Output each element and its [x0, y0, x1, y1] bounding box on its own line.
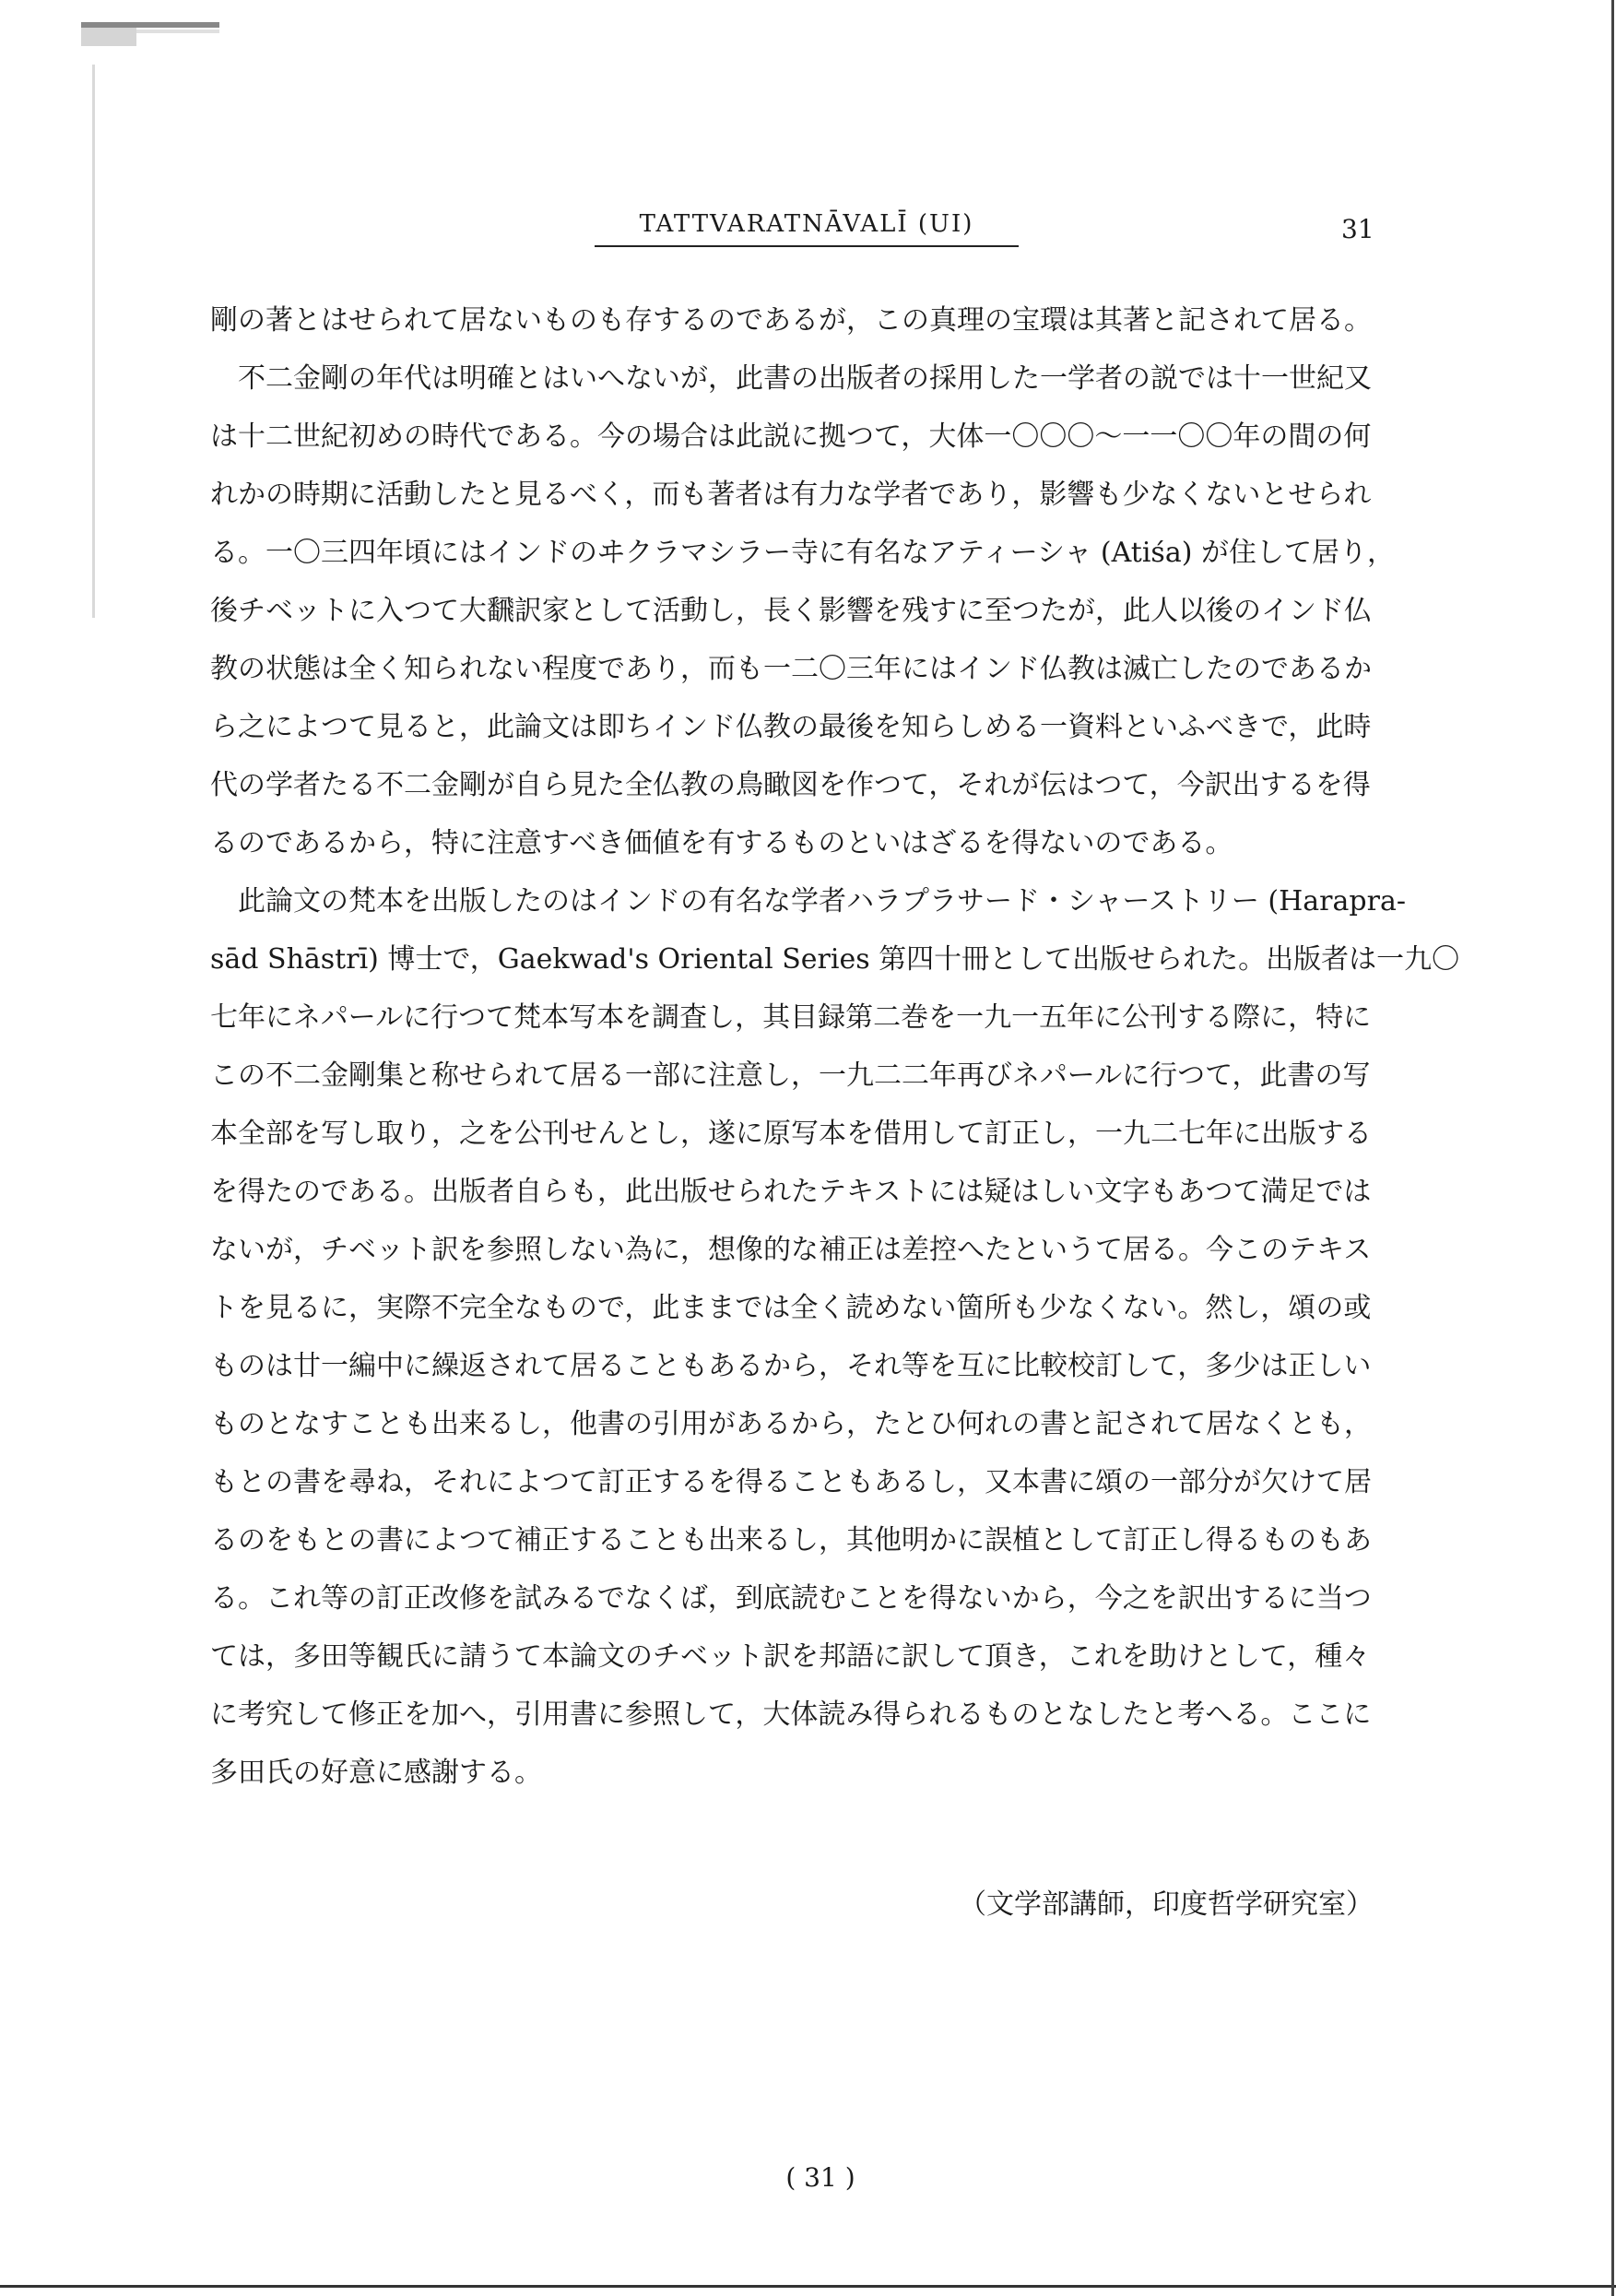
- scan-right-edge: [1611, 0, 1614, 2296]
- body-text: [210, 291, 1460, 1802]
- page-number-top: 31: [1341, 214, 1374, 244]
- text-line: 剛の著とはせられて居ないものも存するのであるが，この真理の宝環は其著と記されて居る。: [210, 304, 1372, 337]
- text-line: ては，多田等観氏に請うて本論文のチベット訳を邦語に訳して頂き，これを助けとして，種々: [210, 1640, 1371, 1673]
- text-line: sād Shāstrī) 博士で，Gaekwad's Oriental Series 第四十冊として出版せられた。出版者は一九〇: [210, 943, 1460, 976]
- text-line: 代の学者たる不二金剛が自ら見た全仏教の鳥瞰図を作つて，それが伝はつて，今訳出するを得: [210, 769, 1371, 801]
- paragraph-2: [210, 349, 1418, 872]
- text-line: 後チベットに入つて大飜訳家として活動し，長く影響を残すに至つたが，此人以後のインド仏: [210, 595, 1372, 627]
- text-line: 多田氏の好意に感謝する。: [210, 1757, 542, 1789]
- text-line: 此論文の梵本を出版したのはインドの有名な学者ハラプラサード・シャーストリー (Harapra-: [238, 885, 1406, 917]
- text-line: 本全部を写し取り，之を公刊せんとし，遂に原写本を借用して訂正し，一九二七年に出版する: [210, 1118, 1372, 1150]
- text-line: ものは廿一編中に繰返されて居ることもあるから，それ等を互に比較校訂して，多少は正しい: [210, 1350, 1372, 1382]
- scan-artifact-corner: [81, 18, 265, 83]
- text-line: を得たのである。出版者自らも，此出版せられたテキストには疑はしい文字もあつて満足では: [210, 1176, 1372, 1208]
- page-number-footer: ( 31 ): [785, 2162, 855, 2193]
- text-line: ないが，チベット訳を参照しない為に，想像的な補正は差控へたというて居る。今このテキス: [210, 1234, 1372, 1266]
- text-line: は十二世紀初めの時代である。今の場合は此説に拠つて，大体一〇〇〇〜一一〇〇年の間の何: [210, 420, 1372, 453]
- text-line: 七年にネパールに行つて梵本写本を調査し，其目録第二巻を一九一五年に公刊する際に，特に: [210, 1001, 1372, 1034]
- text-line: る。これ等の訂正改修を試みるでなくば，到底読むことを得ないから，今之を訳出するに当つ: [210, 1582, 1372, 1615]
- author-affiliation: （文学部講師，印度哲学研究室）: [959, 1888, 1374, 1921]
- text-line: ものとなすことも出来るし，他書の引用があるから，たとひ何れの書と記されて居なくとも，: [210, 1408, 1372, 1440]
- text-line: に考究して修正を加へ，引用書に参照して，大体読み得られるものとなしたと考へる。ここに: [210, 1698, 1372, 1731]
- text-line: ら之によつて見ると，此論文は即ちインド仏教の最後を知らしめる一資料といふべきで，此時: [210, 711, 1372, 743]
- text-line: るのであるから，特に注意すべき価値を有するものといはざるを得ないのである。: [210, 827, 1233, 859]
- text-line: この不二金剛集と称せられて居る一部に注意し，一九二二年再びネパールに行つて，此書の写: [210, 1059, 1371, 1092]
- text-line: 教の状態は全く知られない程度であり，而も一二〇三年にはインド仏教は滅亡したのであるか: [210, 653, 1372, 685]
- paragraph-3: [210, 872, 1460, 1802]
- text-line: 不二金剛の年代は明確とはいへないが，此書の出版者の採用した一学者の説では十一世紀又: [238, 362, 1372, 395]
- text-line: もとの書を尋ね，それによつて訂正するを得ることもあるし，又本書に頌の一部分が欠けて居: [210, 1466, 1372, 1498]
- running-header-title: TATTVARATNĀVALĪ (UI): [595, 210, 1019, 247]
- text-line: るのをもとの書によつて補正することも出来るし，其他明かに誤植として訂正し得るものもあ: [210, 1524, 1372, 1556]
- scan-artifact-edge: [92, 65, 96, 618]
- text-line: トを見るに，実際不完全なもので，此ままでは全く読めない箇所も少なくない。然し，頌の或: [210, 1292, 1372, 1324]
- text-line: る。一〇三四年頃にはインドのヰクラマシラー寺に有名なアティーシャ (Atiśa) が住して居り，: [210, 537, 1395, 569]
- scan-bottom-edge: [0, 2285, 1616, 2288]
- text-line: れかの時期に活動したと見るべく，而も著者は有力な学者であり，影響も少なくないとせられ: [210, 479, 1372, 511]
- paragraph-1: [210, 291, 1418, 349]
